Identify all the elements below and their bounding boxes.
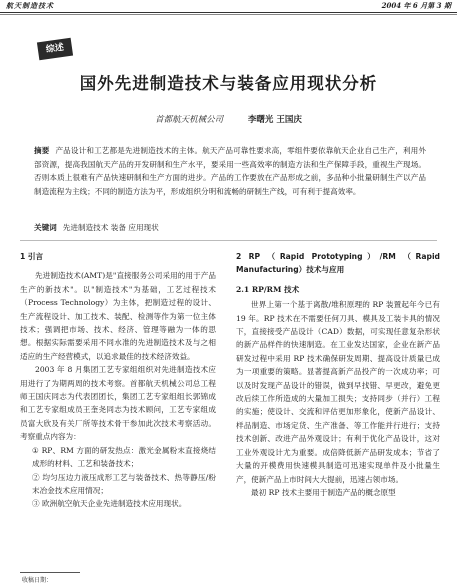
abstract-label: 摘要	[34, 146, 50, 155]
paragraph: 2003 年 8 月集团工艺专家组组织对先进制造技术应用进行了为期两周的技术考察。首都航天机械公司总工程师王国庆同志为代表团团长，集团工艺专家组组长郭锦成和工艺专家组成员王奎尧同志为技术顾问，工艺专家组成员富大欣及有关厂所等技术骨干参加此次技术考察活动。考察重点内容为：	[20, 365, 216, 442]
paragraph: 世界上第一个基于离散/堆积原理的 RP 装置起年今已有 19 年。RP 技术在不需要任何刀具、模具及工装卡具的情况下，直接接受产品设计（CAD）数据，可实现任意复杂形状的新产品样件的快速制造。在工业发达国家，企业在新产品研发过程中采用 RP 技术确保研发周期、提高设计质量已成为一项重要的策略。显著提高新产品投产的一次成功率；可以及时发现产品设计的错误，做到早找错、早更改，避免更改后续工作所造成的大量加工损失；支持同步（并行）工程的实施；使设计、交流和评估更加形象化，使新产品设计、样品制造、市场定货、生产准备、等工作能并行进行；支持技术创新、改进产品外观设计；有利于优化产品设计，这对工业外观设计尤为重要。成倍降低新产品研发成本；节省了大量的开模费用快速模具制造可迅速实现单件及小批量生产，使新产品上市时间大大提前，迅速占领市场。	[236, 300, 440, 484]
affiliation: 首都航天机械公司	[155, 115, 224, 125]
header-rule-thin	[0, 14, 457, 15]
abstract	[34, 144, 426, 198]
running-header	[0, 0, 457, 12]
list-item: ② 均匀压边力液压成形工艺与装备技术、热等静压/粉末冶金技术应用情况；	[32, 472, 216, 495]
list-item: ① RP、RM 方面的研发热点：激光金属粉末直接烧结成形的材料、工艺和装备技术；	[32, 445, 216, 469]
abstract-text: 产品设计和工艺都是先进制造技术的主体。航天产品可靠性要求高，零组件要依靠航天企业自己生产，利用外部资源，提高我国航天产品的开发研制和生产水平，要采用一些高效率的制造方法和生产保障手段，重视生产现场。否则本质上很难有产品快速研制和生产方面的进步。产品的工作要放在产品形成之前，多品种小批量研制生产以产品制造流程为主线；不同的制造方法为平，形成组织分明和流畅的研制生产线，可有利于提高效率。	[34, 146, 427, 196]
issue-info: 2004 年 6 月第 3 期	[381, 1, 451, 10]
footnote: 收稿日期：	[22, 577, 53, 583]
keywords	[34, 222, 426, 233]
author-names: 李曙光 王国庆	[247, 115, 302, 125]
footnote-rule	[20, 572, 80, 573]
paragraph: 最初 RP 技术主要用于制造产品的概念原型	[251, 487, 396, 497]
category-tag: 综述	[37, 38, 73, 61]
header-rule	[0, 12, 457, 13]
paper-title: 国外先进制造技术与装备应用现状分析	[79, 74, 378, 93]
list-item: ③ 欧洲航空航天企业先进制造技术应用现状。	[32, 499, 187, 509]
author-line	[0, 113, 457, 125]
section-heading-intro: 1 引言	[20, 252, 44, 261]
keywords-text: 先进制造技术 装备 应用现状	[62, 223, 159, 232]
keywords-label: 关键词	[34, 223, 57, 232]
paragraph: 先进制造技术(AMT)是"直接服务公司采用的用于产品生产的新技术"。以"制造技术"为基础，工艺过程技术（Process Technology）为主体，把制造过程的设计、生产流程设计、加工技术、装配、检测等作为第一位主体技术；强调把市场、技术、经济、管理等融为一体的思想。根据实际需要采用不同水准的先进制造技术及与之相适应的生产经营模式，以追求最佳的技术经济效益。	[20, 271, 216, 361]
section-heading-rp: 2 RP （Rapid Prototyping）/RM （Rapid Manufacturing）技术与应用	[236, 252, 440, 275]
right-column	[236, 250, 440, 499]
subsection-heading: 2.1 RP/RM 技术	[236, 284, 300, 294]
left-column	[20, 250, 216, 511]
journal-name: 航天制造技术	[6, 1, 54, 10]
abstract-separator	[20, 240, 437, 241]
